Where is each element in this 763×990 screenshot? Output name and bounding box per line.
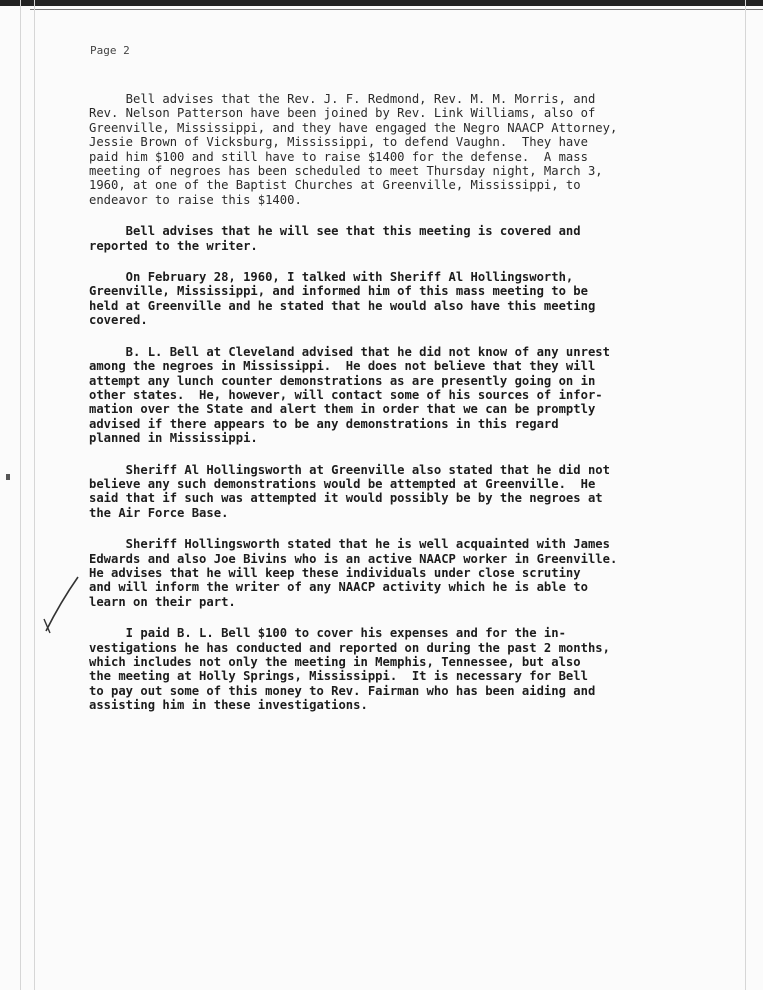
top-border <box>0 0 763 6</box>
paragraph-line: Greenville, Mississippi, and informed him of this mass meeting to be <box>89 284 588 299</box>
paragraph-line: advised if there appears to be any demonstrations in this regard <box>89 416 559 431</box>
paragraph-line: held at Greenville and he stated that he would also have this meeting <box>89 298 596 313</box>
paragraph <box>89 537 737 609</box>
paragraph-line: B. L. Bell at Cleveland advised that he did not know of any unrest <box>89 344 610 359</box>
paragraph-line: the Air Force Base. <box>89 505 229 520</box>
paragraph-line: assisting him in these investigations. <box>89 698 368 713</box>
paragraph-line: He advises that he will keep these individuals under close scrutiny <box>89 565 581 580</box>
paragraph-line: among the negroes in Mississippi. He does not believe that they will <box>89 359 596 374</box>
check-mark-icon <box>42 575 82 635</box>
paragraph <box>89 92 737 207</box>
paragraph-line: learn on their part. <box>89 594 236 609</box>
paragraph-line: covered. <box>89 313 148 328</box>
paragraph-line: Rev. Nelson Patterson have been joined by Rev. Link Williams, also of <box>89 106 596 121</box>
paragraph <box>89 626 737 712</box>
paragraph-line: I paid B. L. Bell $100 to cover his expenses and for the in- <box>89 626 566 641</box>
paragraph-line: planned in Mississippi. <box>89 431 258 446</box>
paragraph-line: to pay out some of this money to Rev. Fairman who has been aiding and <box>89 683 596 698</box>
paragraph <box>89 270 737 328</box>
paragraph-line: Bell advises that he will see that this meeting is covered and <box>89 224 581 239</box>
paragraph-line: other states. He, however, will contact some of his sources of infor- <box>89 387 603 402</box>
paragraph-line: Sheriff Hollingsworth stated that he is well acquainted with James <box>89 537 610 552</box>
paragraph-line: endeavor to raise this $1400. <box>89 192 302 207</box>
paragraph <box>89 345 737 446</box>
paragraph-line: and will inform the writer of any NAACP activity which he is able to <box>89 580 588 595</box>
paragraph-line: meeting of negroes has been scheduled to meet Thursday night, March 3, <box>89 164 603 179</box>
scan-artifact-line <box>745 0 746 990</box>
paragraph <box>89 463 737 521</box>
paragraph-line: Bell advises that the Rev. J. F. Redmond, Rev. M. M. Morris, and <box>89 92 596 106</box>
document-body <box>89 92 737 730</box>
paragraph <box>89 224 737 253</box>
paragraph-line: Jessie Brown of Vicksburg, Mississippi, to defend Vaughn. They have <box>89 135 588 150</box>
paragraph-line: On February 28, 1960, I talked with Sheriff Al Hollingsworth, <box>89 270 574 285</box>
margin-mark <box>6 474 10 480</box>
paragraph-line: reported to the writer. <box>89 238 258 253</box>
scan-artifact-line <box>34 0 35 990</box>
paragraph-line: said that if such was attempted it would possibly be by the negroes at <box>89 491 603 506</box>
paragraph-line: attempt any lunch counter demonstrations as are presently going on in <box>89 373 596 388</box>
paragraph-line: which includes not only the meeting in Memphis, Tennessee, but also <box>89 655 581 669</box>
page-number: Page 2 <box>90 44 130 57</box>
paragraph-line: Sheriff Al Hollingsworth at Greenville also stated that he did not <box>89 462 610 477</box>
paragraph-line: the meeting at Holly Springs, Mississippi. It is necessary for Bell <box>89 669 588 684</box>
paragraph-line: Greenville, Mississippi, and they have engaged the Negro NAACP Attorney, <box>89 120 618 135</box>
scan-artifact-line <box>20 0 21 990</box>
paragraph-line: paid him $100 and still have to raise $1400 for the defense. A mass <box>89 149 588 164</box>
paragraph-line: mation over the State and alert them in order that we can be promptly <box>89 402 596 417</box>
paragraph-line: believe any such demonstrations would be attempted at Greenville. He <box>89 476 596 491</box>
paragraph-line: vestigations he has conducted and reported on during the past 2 months, <box>89 640 610 655</box>
paragraph-line: Edwards and also Joe Bivins who is an active NAACP worker in Greenville. <box>89 551 618 566</box>
top-border-thin <box>30 9 763 10</box>
paragraph-line: 1960, at one of the Baptist Churches at Greenville, Mississippi, to <box>89 178 581 193</box>
